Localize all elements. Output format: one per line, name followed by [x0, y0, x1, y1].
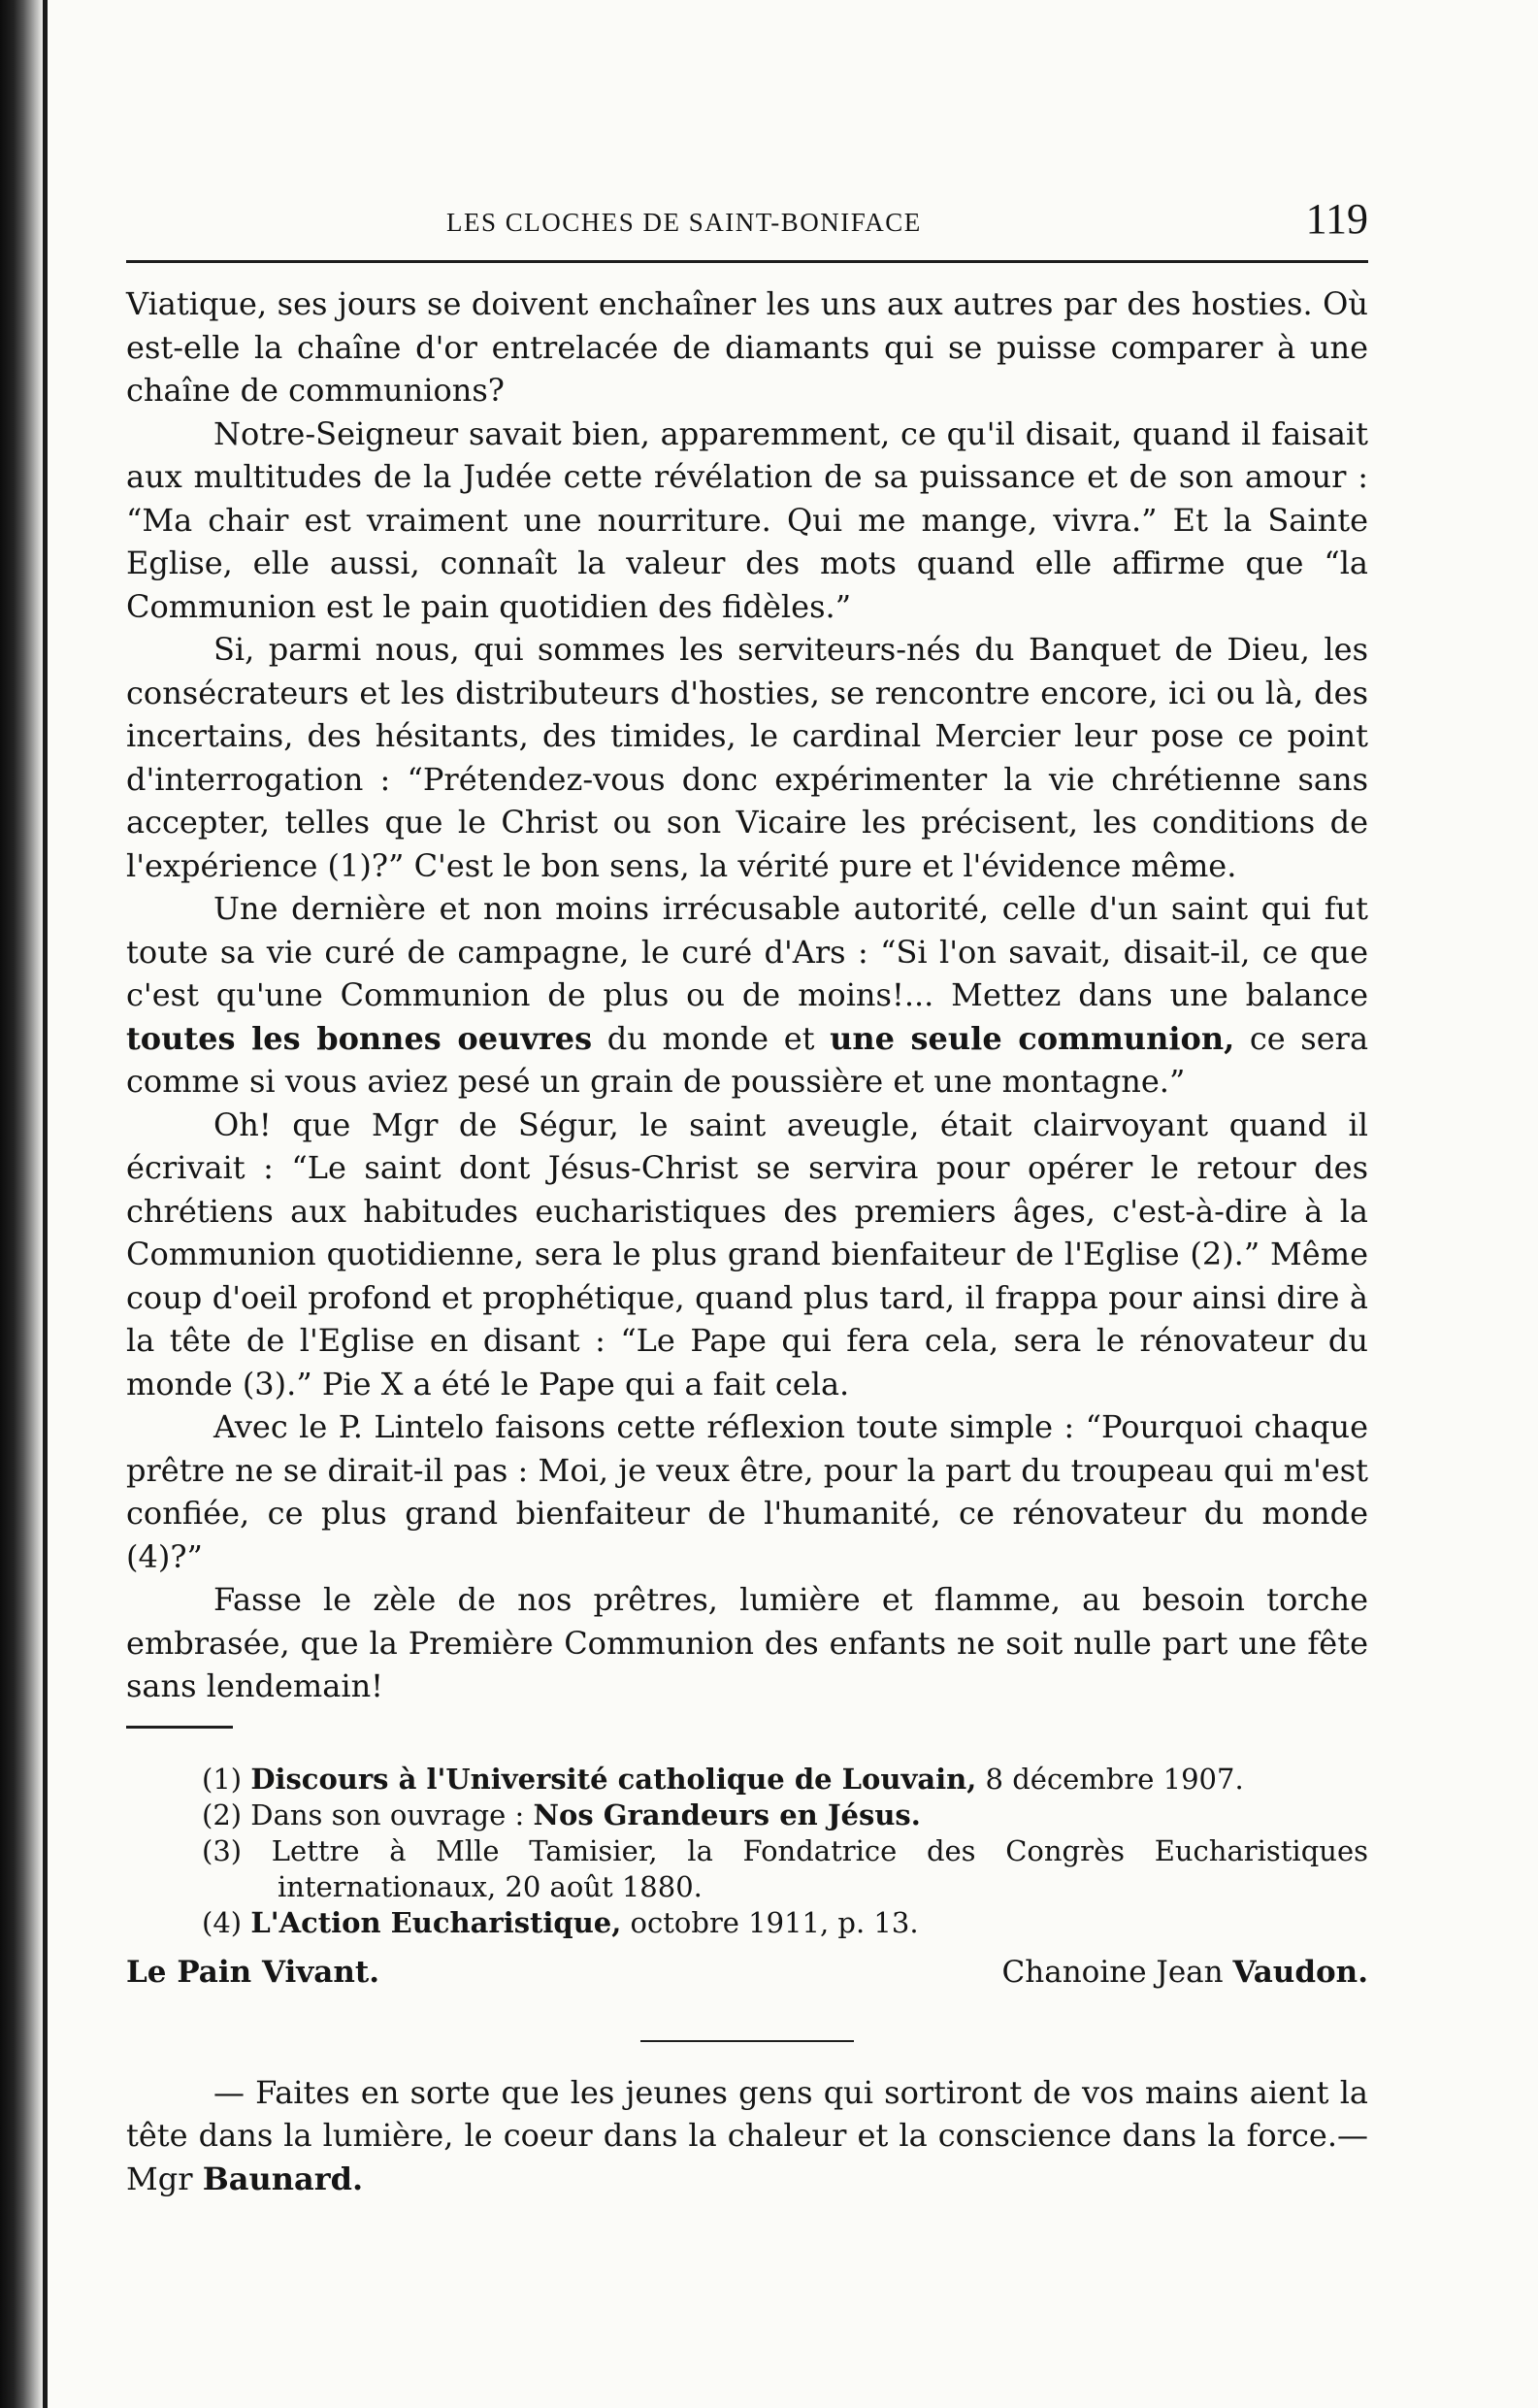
- footnote-3-number: (3): [202, 1833, 243, 1867]
- footnote-1: [202, 1762, 1368, 1798]
- paragraph-6: Avec le P. Lintelo faisons cette réflexion toute simple : “Pourquoi chaque prêtre ne se dirait-il pas : Moi, je veux être, pour la part du troupeau qui m'est confiée, ce plus grand bienfaiteur de l'humanité, ce rénovateur du monde (4)?”: [126, 1408, 1368, 1575]
- footnotes: [126, 1762, 1368, 1941]
- footnote-1-date: 8 décembre 1907.: [976, 1762, 1244, 1796]
- paragraph-4-part-e: ce sera comme si vous aviez pesé un grain de poussière et une montagne.”: [126, 1019, 1369, 1100]
- paragraph-3: Si, parmi nous, qui sommes les serviteurs-nés du Banquet de Dieu, les consécrateurs et les distributeurs d'hosties, se rencontre encore, ici ou là, des incertains, des hésitants, des timides, le cardinal Mercier leur pose ce point d'interrogation : “Prétendez-vous donc expérimenter la vie chrétienne sans accepter, telles que le Christ ou son Vicaire les précisent, les conditions de l'expérience (1)?” C'est le bon sens, la vérité pure et l'évidence même.: [126, 631, 1368, 884]
- closing-text: — Faites en sorte que les jeunes gens qui sortiront de vos mains aient la tête dans la lumière, le coeur dans la chaleur et la conscience dans la force.—Mgr: [126, 2073, 1368, 2197]
- section-divider: [640, 2040, 854, 2042]
- footnote-1-title: Discours à l'Université catholique de Louvain,: [250, 1762, 977, 1796]
- footnote-2-title: Nos Grandeurs en Jésus.: [533, 1798, 921, 1831]
- footnote-1-number: (1): [202, 1762, 243, 1796]
- header-rule: [126, 260, 1368, 263]
- closing-paragraph: [126, 2071, 1368, 2201]
- footnote-4-date: octobre 1911, p. 13.: [621, 1905, 919, 1939]
- paragraph-4-part-a: Une dernière et non moins irrécusable autorité, celle d'un saint qui fut toute sa vie curé de campagne, le curé d'Ars : “Si l'on savait, disait-il, ce que c'est qu'une Communion de plus ou de moins!... Mettez dans une balance: [126, 890, 1368, 1013]
- body-text: [126, 282, 1368, 1708]
- paragraph-4-emphasis-2: une seule communion,: [830, 1019, 1235, 1057]
- author-signature: [1002, 1955, 1368, 1990]
- paragraph-4: [126, 887, 1368, 1104]
- footnote-rule: [126, 1726, 233, 1729]
- source-title: Le Pain Vivant.: [126, 1954, 380, 1990]
- closing-quote: [126, 2071, 1368, 2201]
- footnote-2: [202, 1798, 1368, 1833]
- paragraph-1: Viatique, ses jours se doivent enchaîner les uns aux autres par des hosties. Où est-elle la chaîne d'or entrelacée de diamants qui se puisse comparer à une chaîne de communions?: [126, 285, 1368, 409]
- closing-author: Baunard.: [202, 2160, 364, 2197]
- footnote-4: [202, 1905, 1368, 1941]
- paragraph-2: Notre-Seigneur savait bien, apparemment, ce qu'il disait, quand il faisait aux multitudes de la Judée cette révélation de sa puissance et de son amour : “Ma chair est vraiment une nourriture. Qui me mange, vivra.” Et la Sainte Eglise, elle aussi, connaît la valeur des mots quand elle affirme que “la Communion est le pain quotidien des fidèles.”: [126, 414, 1368, 625]
- page: [126, 194, 1368, 2200]
- binding-shadow: [0, 0, 45, 2408]
- footnote-3-text: Lettre à Mlle Tamisier, la Fondatrice des Congrès Eucharistiques internationaux, 20 août 1880.: [242, 1833, 1368, 1903]
- footnote-2-number: (2): [202, 1798, 243, 1831]
- paragraph-7: Fasse le zèle de nos prêtres, lumière et flamme, au besoin torche embrasée, que la Première Communion des enfants ne soit nulle part une fête sans lendemain!: [126, 1581, 1368, 1704]
- author-name: Vaudon.: [1232, 1954, 1368, 1990]
- footnote-4-title: L'Action Eucharistique,: [250, 1905, 622, 1939]
- running-title: LES CLOCHES DE SAINT-BONIFACE: [446, 208, 922, 237]
- footnote-3: [202, 1833, 1368, 1905]
- binding-line: [43, 0, 48, 2408]
- paragraph-4-emphasis-1: toutes les bonnes oeuvres: [126, 1019, 593, 1057]
- paragraph-4-part-c: du monde et: [592, 1019, 831, 1057]
- running-head: [126, 194, 1368, 252]
- footnote-4-number: (4): [202, 1905, 243, 1939]
- signature-row: [126, 1955, 1368, 2013]
- paragraph-5: Oh! que Mgr de Ségur, le saint aveugle, était clairvoyant quand il écrivait : “Le saint dont Jésus-Christ se servira pour opérer le retour des chrétiens aux habitudes eucharistiques des premiers âges, c'est-à-dire à la Communion quotidienne, sera le plus grand bienfaiteur de l'Eglise (2).” Même coup d'oeil profond et prophétique, quand plus tard, il frappa pour ainsi dire à la tête de l'Eglise en disant : “Le Pape qui fera cela, sera le rénovateur du monde (3).” Pie X a été le Pape qui a fait cela.: [126, 1105, 1368, 1402]
- author-prefix: Chanoine Jean: [1001, 1954, 1233, 1990]
- footnote-2-text: Dans son ouvrage :: [242, 1798, 534, 1831]
- page-number: 119: [1305, 195, 1368, 243]
